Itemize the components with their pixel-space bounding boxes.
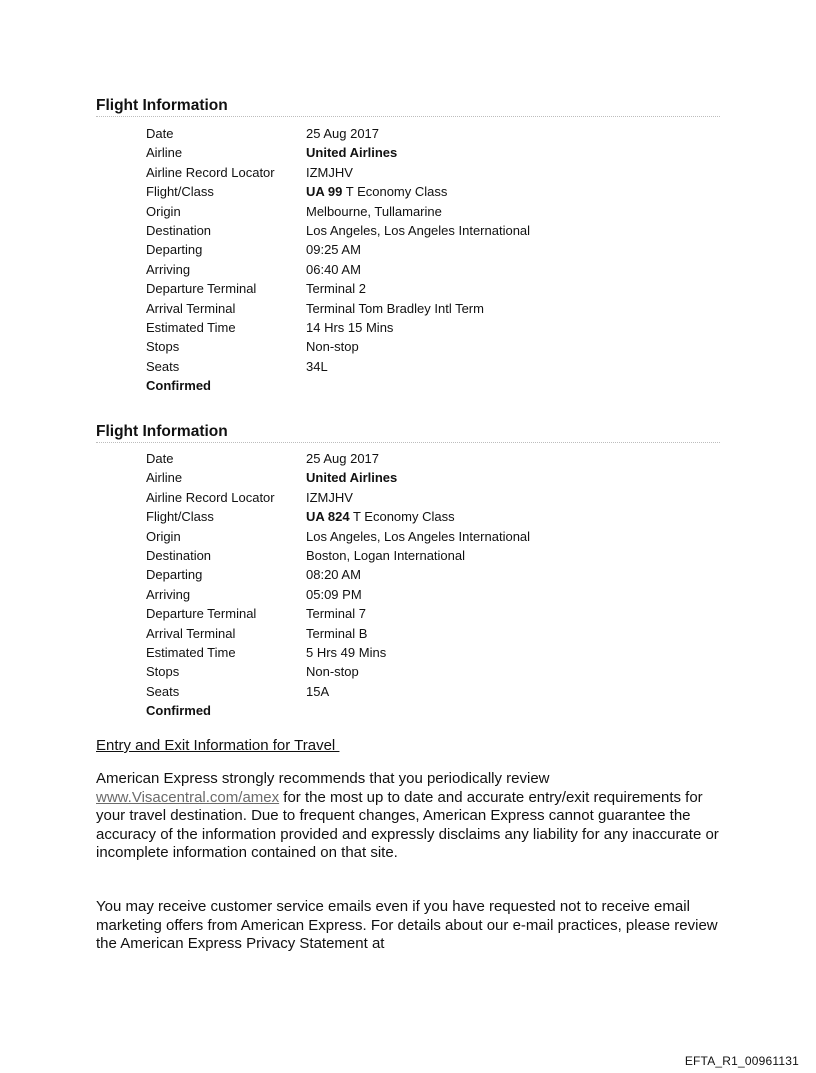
row-label: Arriving — [146, 586, 191, 602]
row-value: IZMJHV — [306, 164, 353, 180]
flight-1-row-departing — [146, 240, 726, 259]
row-value: 34L — [306, 358, 328, 374]
row-label: Estimated Time — [146, 319, 236, 335]
flight-2-row-origin — [146, 527, 726, 546]
flight-2-row-stops — [146, 662, 726, 681]
row-label: Date — [146, 126, 174, 141]
flight-number: UA 99 — [306, 184, 343, 200]
row-label: Airline — [146, 145, 183, 161]
flight-2-row-departure-terminal — [146, 604, 726, 623]
flight-1-status-row — [146, 376, 726, 395]
row-label: Flight/Class — [146, 184, 214, 200]
flight-1-title: Flight Information — [96, 97, 720, 117]
flight-1-details — [146, 124, 726, 395]
row-value: Non-stop — [306, 339, 359, 355]
flight-1-row-record-locator — [146, 163, 726, 182]
row-value: 14 Hrs 15 Mins — [306, 319, 394, 335]
row-label: Date — [146, 451, 174, 466]
row-label: Arrival Terminal — [146, 625, 236, 641]
entry-exit-paragraph — [96, 770, 736, 863]
row-value: Terminal B — [306, 625, 368, 641]
flight-1-row-estimated-time — [146, 318, 726, 337]
row-label: Flight/Class — [146, 509, 214, 525]
row-value: 09:25 AM — [306, 242, 361, 258]
flight-2-row-airline — [146, 468, 726, 487]
row-label: Airline Record Locator — [146, 164, 275, 180]
flight-2-row-record-locator — [146, 488, 726, 507]
flight-2-row-arrival-terminal — [146, 624, 726, 643]
document-id: EFTA_R1_00961131 — [684, 1054, 799, 1068]
row-value: 15A — [306, 683, 330, 699]
flight-2-row-estimated-time — [146, 643, 726, 662]
flight-2-row-departing — [146, 565, 726, 584]
flight-number: UA 824 — [306, 509, 350, 525]
row-value: Terminal 2 — [306, 281, 366, 297]
row-label: Destination — [146, 222, 212, 238]
row-label: Seats — [146, 358, 180, 374]
row-value: Los Angeles, Los Angeles International — [306, 222, 531, 238]
flight-class: T Economy Class — [349, 509, 455, 525]
flight-2-status-row — [146, 701, 726, 720]
row-value: Los Angeles, Los Angeles International — [306, 528, 531, 544]
row-value: 08:20 AM — [306, 567, 361, 583]
flight-1-row-departure-terminal — [146, 279, 726, 298]
row-value: IZMJHV — [306, 489, 353, 505]
row-value: 25 Aug 2017 — [306, 126, 380, 141]
privacy-paragraph: You may receive customer service emails even if you have requested not to receive email marketing offers from American Express. For details about our e-mail practices, please review the American Express Privacy Statement at — [96, 898, 718, 952]
row-value: Melbourne, Tullamarine — [306, 203, 442, 219]
row-label: Destination — [146, 547, 212, 563]
row-label: Departing — [146, 242, 203, 258]
row-label: Origin — [146, 203, 181, 219]
flight-1-row-flight-class — [146, 182, 726, 201]
row-value: 06:40 AM — [306, 261, 361, 277]
row-label: Airline Record Locator — [146, 489, 275, 505]
entry-exit-text-before: American Express strongly recommends that you periodically review — [96, 770, 550, 787]
flight-1-row-airline — [146, 143, 726, 162]
row-label: Departure Terminal — [146, 606, 257, 622]
airline-name: United Airlines — [306, 145, 398, 161]
flight-2-row-flight-class — [146, 507, 726, 526]
flight-1-row-destination — [146, 221, 726, 240]
flight-2-status: Confirmed — [146, 703, 211, 719]
row-label: Stops — [146, 339, 180, 355]
row-label: Seats — [146, 683, 180, 699]
row-value: Non-stop — [306, 664, 359, 680]
entry-exit-heading: Entry and Exit Information for Travel — [96, 737, 340, 754]
row-label: Arrival Terminal — [146, 300, 236, 316]
row-label: Estimated Time — [146, 644, 236, 660]
flight-1-row-arriving — [146, 260, 726, 279]
flight-1-row-arrival-terminal — [146, 299, 726, 318]
entry-exit-text-after: for the most up to date and accurate entry/exit requirements for your travel destination. Due to frequent changes, American Express cannot guarantee the accuracy of the information provided and expressly disclaims any liability for any inaccurate or incomplete information contained on that site. — [96, 788, 719, 861]
flight-2-row-seats — [146, 682, 726, 701]
flight-1-status: Confirmed — [146, 378, 211, 394]
row-value: Terminal Tom Bradley Intl Term — [306, 300, 484, 316]
row-label: Departing — [146, 567, 203, 583]
row-value: 5 Hrs 49 Mins — [306, 644, 387, 660]
row-value: 05:09 PM — [306, 586, 362, 602]
flight-1-row-origin — [146, 202, 726, 221]
row-value: 25 Aug 2017 — [306, 451, 380, 466]
flight-2-row-date — [146, 449, 726, 468]
flight-1-row-seats — [146, 357, 726, 376]
flight-2-details — [146, 449, 726, 720]
row-value: Terminal 7 — [306, 606, 366, 622]
flight-class: T Economy Class — [342, 184, 448, 200]
flight-1-row-date — [146, 124, 726, 143]
visacentral-link[interactable]: www.Visacentral.com/amex — [96, 788, 280, 806]
row-label: Arriving — [146, 261, 191, 277]
flight-1-row-stops — [146, 337, 726, 356]
airline-name: United Airlines — [306, 470, 398, 486]
row-label: Origin — [146, 528, 181, 544]
row-label: Departure Terminal — [146, 281, 257, 297]
row-label: Airline — [146, 470, 183, 486]
flight-2-row-arriving — [146, 585, 726, 604]
row-value: Boston, Logan International — [306, 547, 466, 563]
flight-2-row-destination — [146, 546, 726, 565]
flight-2-title: Flight Information — [96, 423, 720, 443]
row-label: Stops — [146, 664, 180, 680]
